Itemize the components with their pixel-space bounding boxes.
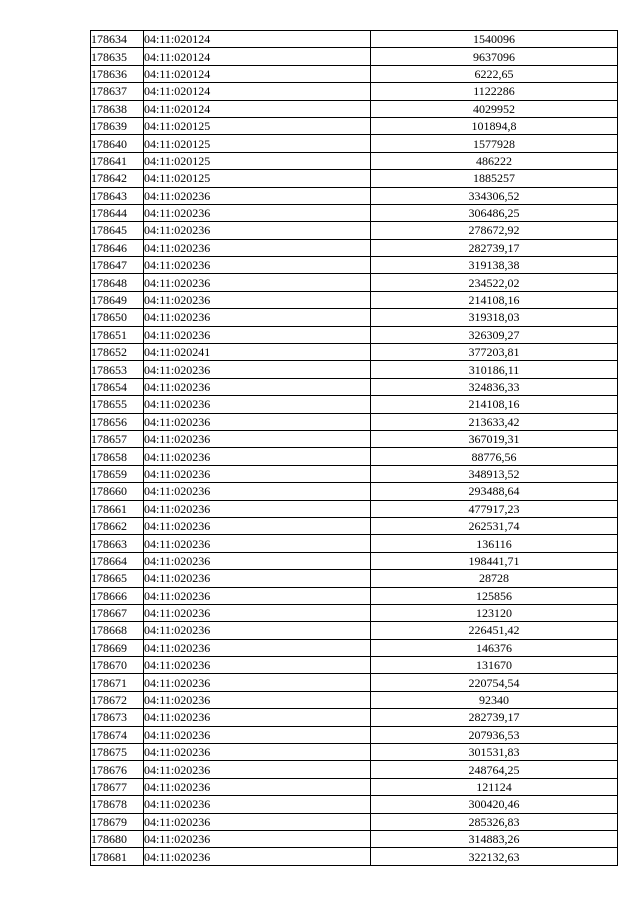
cadastral-number-cell: 04:11:020236 <box>144 448 371 465</box>
table-row <box>91 170 618 187</box>
cadastral-number-cell: 04:11:020236 <box>144 274 371 291</box>
cadastral-number-cell: 04:11:020236 <box>144 500 371 517</box>
value-cell: 310186,11 <box>371 361 618 378</box>
table-row <box>91 604 618 621</box>
record-number-cell: 178644 <box>91 204 144 221</box>
value-cell: 1885257 <box>371 170 618 187</box>
table-row <box>91 517 618 534</box>
cadastral-number-cell: 04:11:020236 <box>144 848 371 865</box>
value-cell: 213633,42 <box>371 413 618 430</box>
cadastral-number-cell: 04:11:020236 <box>144 674 371 691</box>
cadastral-number-cell: 04:11:020236 <box>144 204 371 221</box>
table-row <box>91 813 618 830</box>
cadastral-number-cell: 04:11:020125 <box>144 135 371 152</box>
value-cell: 234522,02 <box>371 274 618 291</box>
cadastral-number-cell: 04:11:020236 <box>144 813 371 830</box>
value-cell: 123120 <box>371 604 618 621</box>
table-row <box>91 570 618 587</box>
value-cell: 1540096 <box>371 31 618 48</box>
cadastral-number-cell: 04:11:020124 <box>144 48 371 65</box>
value-cell: 28728 <box>371 570 618 587</box>
value-cell: 248764,25 <box>371 761 618 778</box>
record-number-cell: 178665 <box>91 570 144 587</box>
record-number-cell: 178652 <box>91 344 144 361</box>
table-row <box>91 117 618 134</box>
record-number-cell: 178655 <box>91 396 144 413</box>
table-row <box>91 361 618 378</box>
table-row <box>91 430 618 447</box>
table-row <box>91 396 618 413</box>
table-row <box>91 65 618 82</box>
table-row <box>91 309 618 326</box>
table-row <box>91 326 618 343</box>
table-row <box>91 691 618 708</box>
table-row <box>91 31 618 48</box>
value-cell: 214108,16 <box>371 291 618 308</box>
value-cell: 314883,26 <box>371 830 618 847</box>
cadastral-number-cell: 04:11:020236 <box>144 622 371 639</box>
value-cell: 322132,63 <box>371 848 618 865</box>
record-number-cell: 178634 <box>91 31 144 48</box>
record-number-cell: 178656 <box>91 413 144 430</box>
record-number-cell: 178660 <box>91 483 144 500</box>
table-row <box>91 622 618 639</box>
value-cell: 125856 <box>371 587 618 604</box>
value-cell: 136116 <box>371 535 618 552</box>
table-row <box>91 413 618 430</box>
table-row <box>91 726 618 743</box>
value-cell: 146376 <box>371 639 618 656</box>
record-number-cell: 178651 <box>91 326 144 343</box>
table-row <box>91 500 618 517</box>
value-cell: 282739,17 <box>371 709 618 726</box>
value-cell: 278672,92 <box>371 222 618 239</box>
record-number-cell: 178677 <box>91 778 144 795</box>
value-cell: 101894,8 <box>371 117 618 134</box>
record-number-cell: 178636 <box>91 65 144 82</box>
value-cell: 319318,03 <box>371 309 618 326</box>
cadastral-number-cell: 04:11:020124 <box>144 100 371 117</box>
cadastral-number-cell: 04:11:020236 <box>144 465 371 482</box>
record-number-cell: 178662 <box>91 517 144 534</box>
cadastral-number-cell: 04:11:020236 <box>144 657 371 674</box>
cadastral-number-cell: 04:11:020124 <box>144 65 371 82</box>
record-number-cell: 178637 <box>91 83 144 100</box>
record-number-cell: 178680 <box>91 830 144 847</box>
value-cell: 262531,74 <box>371 517 618 534</box>
value-cell: 306486,25 <box>371 204 618 221</box>
value-cell: 300420,46 <box>371 796 618 813</box>
table-row <box>91 535 618 552</box>
record-number-cell: 178661 <box>91 500 144 517</box>
cadastral-number-cell: 04:11:020236 <box>144 709 371 726</box>
table-row <box>91 152 618 169</box>
value-cell: 214108,16 <box>371 396 618 413</box>
cadastral-number-cell: 04:11:020236 <box>144 691 371 708</box>
record-number-cell: 178671 <box>91 674 144 691</box>
value-cell: 92340 <box>371 691 618 708</box>
value-cell: 88776,56 <box>371 448 618 465</box>
value-cell: 4029952 <box>371 100 618 117</box>
cadastral-number-cell: 04:11:020125 <box>144 152 371 169</box>
record-number-cell: 178681 <box>91 848 144 865</box>
cadastral-number-cell: 04:11:020236 <box>144 604 371 621</box>
value-cell: 324836,33 <box>371 378 618 395</box>
record-number-cell: 178641 <box>91 152 144 169</box>
table-row <box>91 344 618 361</box>
value-cell: 121124 <box>371 778 618 795</box>
table-row <box>91 204 618 221</box>
cadastral-number-cell: 04:11:020236 <box>144 796 371 813</box>
table-row <box>91 744 618 761</box>
value-cell: 326309,27 <box>371 326 618 343</box>
record-number-cell: 178670 <box>91 657 144 674</box>
cadastral-number-cell: 04:11:020236 <box>144 587 371 604</box>
record-number-cell: 178658 <box>91 448 144 465</box>
value-cell: 301531,83 <box>371 744 618 761</box>
record-number-cell: 178657 <box>91 430 144 447</box>
record-number-cell: 178667 <box>91 604 144 621</box>
table-row <box>91 187 618 204</box>
table-row <box>91 587 618 604</box>
record-number-cell: 178669 <box>91 639 144 656</box>
record-number-cell: 178639 <box>91 117 144 134</box>
cadastral-number-cell: 04:11:020124 <box>144 31 371 48</box>
table-row <box>91 778 618 795</box>
table-row <box>91 761 618 778</box>
value-cell: 377203,81 <box>371 344 618 361</box>
cadastral-number-cell: 04:11:020236 <box>144 761 371 778</box>
cadastral-number-cell: 04:11:020236 <box>144 830 371 847</box>
value-cell: 285326,83 <box>371 813 618 830</box>
record-number-cell: 178647 <box>91 257 144 274</box>
table-row <box>91 796 618 813</box>
table-row <box>91 448 618 465</box>
cadastral-number-cell: 04:11:020236 <box>144 639 371 656</box>
table-row <box>91 483 618 500</box>
record-number-cell: 178654 <box>91 378 144 395</box>
value-cell: 6222,65 <box>371 65 618 82</box>
record-number-cell: 178672 <box>91 691 144 708</box>
cadastral-number-cell: 04:11:020236 <box>144 239 371 256</box>
cadastral-number-cell: 04:11:020236 <box>144 517 371 534</box>
value-cell: 486222 <box>371 152 618 169</box>
cadastral-number-cell: 04:11:020236 <box>144 726 371 743</box>
cadastral-number-cell: 04:11:020236 <box>144 413 371 430</box>
value-cell: 207936,53 <box>371 726 618 743</box>
table-row <box>91 830 618 847</box>
value-cell: 220754,54 <box>371 674 618 691</box>
value-cell: 1577928 <box>371 135 618 152</box>
record-number-cell: 178642 <box>91 170 144 187</box>
record-number-cell: 178638 <box>91 100 144 117</box>
value-cell: 226451,42 <box>371 622 618 639</box>
table-row <box>91 274 618 291</box>
table-row <box>91 465 618 482</box>
record-number-cell: 178676 <box>91 761 144 778</box>
table-row <box>91 239 618 256</box>
record-number-cell: 178664 <box>91 552 144 569</box>
record-number-cell: 178659 <box>91 465 144 482</box>
cadastral-number-cell: 04:11:020236 <box>144 430 371 447</box>
record-number-cell: 178653 <box>91 361 144 378</box>
cadastral-number-cell: 04:11:020236 <box>144 483 371 500</box>
value-cell: 477917,23 <box>371 500 618 517</box>
table-row <box>91 552 618 569</box>
record-number-cell: 178678 <box>91 796 144 813</box>
table-row <box>91 100 618 117</box>
cadastral-number-cell: 04:11:020236 <box>144 291 371 308</box>
record-number-cell: 178663 <box>91 535 144 552</box>
record-number-cell: 178666 <box>91 587 144 604</box>
record-number-cell: 178640 <box>91 135 144 152</box>
record-number-cell: 178675 <box>91 744 144 761</box>
record-number-cell: 178648 <box>91 274 144 291</box>
table-body <box>91 31 618 866</box>
table-row <box>91 674 618 691</box>
table-row <box>91 848 618 865</box>
cadastral-number-cell: 04:11:020236 <box>144 361 371 378</box>
cadastral-number-cell: 04:11:020236 <box>144 552 371 569</box>
value-cell: 282739,17 <box>371 239 618 256</box>
cadastral-number-cell: 04:11:020236 <box>144 309 371 326</box>
table-row <box>91 222 618 239</box>
table-row <box>91 378 618 395</box>
table-row <box>91 257 618 274</box>
value-cell: 334306,52 <box>371 187 618 204</box>
record-number-cell: 178643 <box>91 187 144 204</box>
record-number-cell: 178673 <box>91 709 144 726</box>
table-row <box>91 291 618 308</box>
record-number-cell: 178646 <box>91 239 144 256</box>
value-cell: 367019,31 <box>371 430 618 447</box>
record-number-cell: 178679 <box>91 813 144 830</box>
table-row <box>91 48 618 65</box>
value-cell: 1122286 <box>371 83 618 100</box>
cadastral-number-cell: 04:11:020236 <box>144 570 371 587</box>
cadastral-number-cell: 04:11:020236 <box>144 222 371 239</box>
cadastral-number-cell: 04:11:020241 <box>144 344 371 361</box>
value-cell: 198441,71 <box>371 552 618 569</box>
cadastral-number-cell: 04:11:020236 <box>144 396 371 413</box>
value-cell: 319138,38 <box>371 257 618 274</box>
data-table <box>90 30 618 866</box>
record-number-cell: 178649 <box>91 291 144 308</box>
record-number-cell: 178674 <box>91 726 144 743</box>
table-row <box>91 657 618 674</box>
cadastral-number-cell: 04:11:020236 <box>144 326 371 343</box>
table-row <box>91 709 618 726</box>
cadastral-number-cell: 04:11:020125 <box>144 170 371 187</box>
cadastral-number-cell: 04:11:020236 <box>144 378 371 395</box>
table-row <box>91 83 618 100</box>
table-row <box>91 135 618 152</box>
cadastral-number-cell: 04:11:020125 <box>144 117 371 134</box>
record-number-cell: 178645 <box>91 222 144 239</box>
cadastral-number-cell: 04:11:020124 <box>144 83 371 100</box>
record-number-cell: 178668 <box>91 622 144 639</box>
value-cell: 9637096 <box>371 48 618 65</box>
cadastral-number-cell: 04:11:020236 <box>144 744 371 761</box>
record-number-cell: 178635 <box>91 48 144 65</box>
cadastral-number-cell: 04:11:020236 <box>144 778 371 795</box>
value-cell: 293488,64 <box>371 483 618 500</box>
cadastral-number-cell: 04:11:020236 <box>144 535 371 552</box>
cadastral-number-cell: 04:11:020236 <box>144 257 371 274</box>
value-cell: 348913,52 <box>371 465 618 482</box>
table-row <box>91 639 618 656</box>
record-number-cell: 178650 <box>91 309 144 326</box>
cadastral-number-cell: 04:11:020236 <box>144 187 371 204</box>
value-cell: 131670 <box>371 657 618 674</box>
